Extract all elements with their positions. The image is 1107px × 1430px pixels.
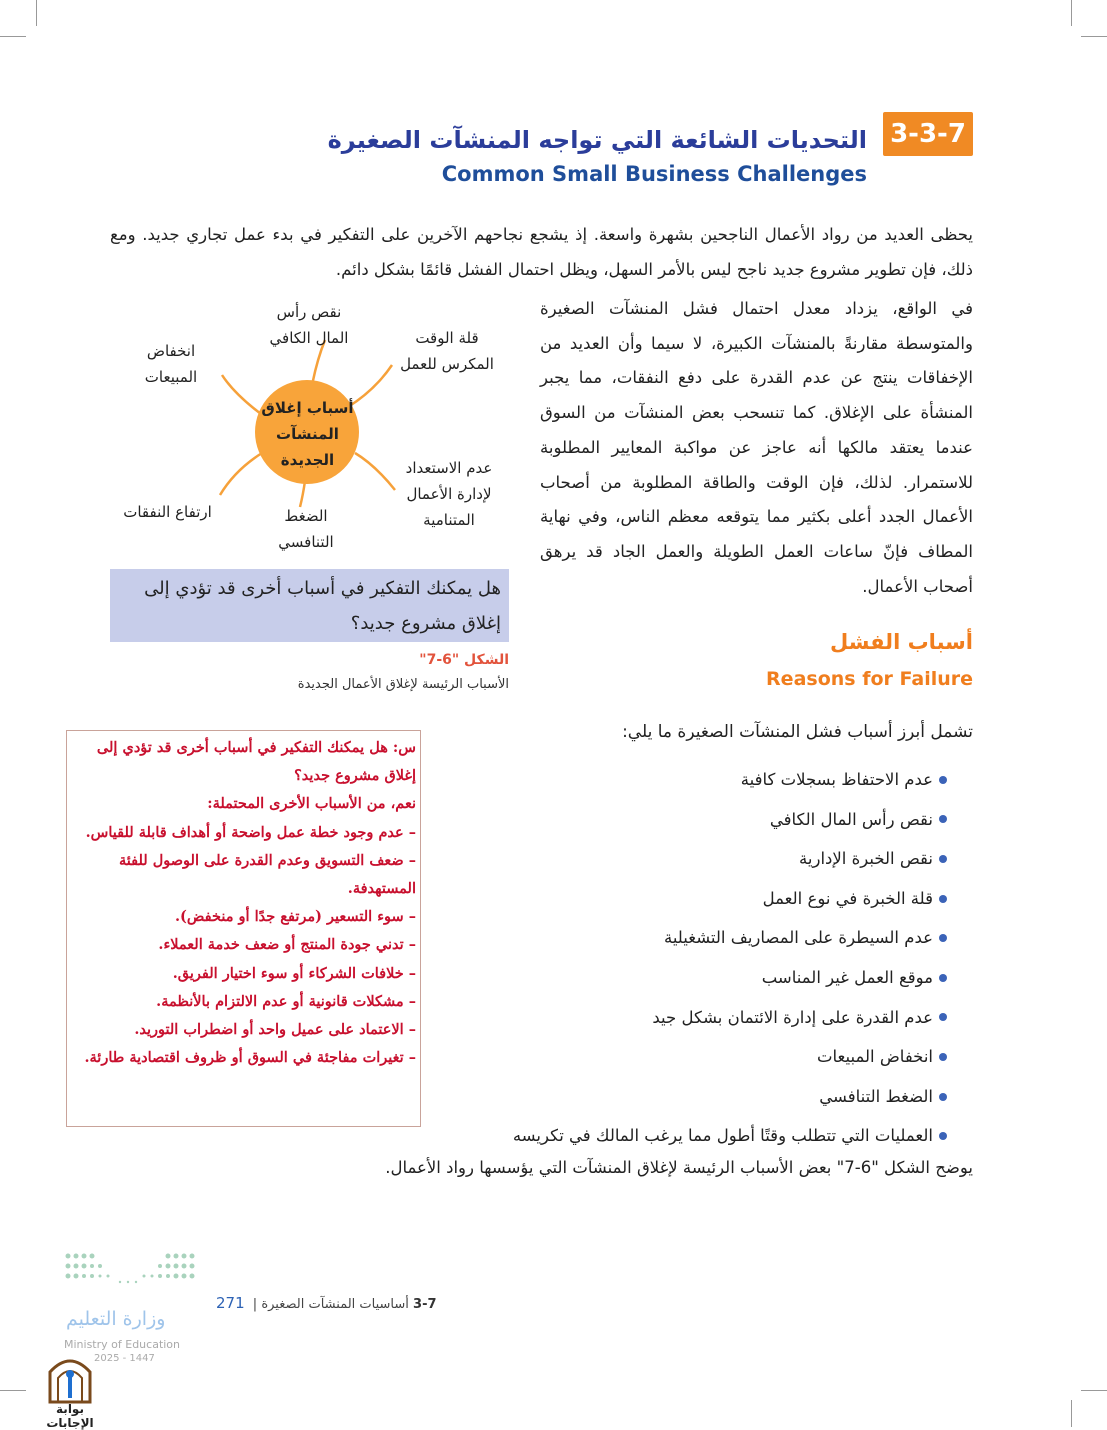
answer-item: – مشكلات قانونية أو عدم الالتزام بالأنظمة. — [156, 992, 416, 1010]
answer-item: – الاعتماد على عميل واحد أو اضطراب التوريد. — [134, 1021, 416, 1039]
crop-mark — [0, 36, 26, 37]
mind-branch-label: قلة الوقت المكرس للعمل — [400, 329, 494, 373]
mind-branch — [222, 375, 265, 417]
crop-mark — [1081, 1390, 1107, 1391]
right-paragraph: في الواقع، يزداد معدل احتمال فشل المنشآت الصغيرة والمتوسطة مقارنةً بالمنشآت الكبيرة، لا سيما وأن العديد من الإخفاقات ينتج عن عدم القدرة على دفع النفقات، مما يجبر المنشأة على الإغلاق. كما تنسحب بعض المنشآت من السوق عندما يعتقد مالكها أنه عاجز عن مواكبة المعايير المطلوبة للاستمرار. لذلك، فإن الوقت والطاقة المطلوبة من أصحاب الأعمال الجدد أعلى بكثير مما يتوقعه معظم الناس، وفي نهاية المطاف فإنّ ساعات العمل الطويلة والعمل الجاد قد يرهق أصحاب الأعمال. — [540, 299, 973, 596]
bullet-icon — [939, 974, 947, 982]
mind-branch — [220, 453, 262, 495]
bullet-icon — [939, 855, 947, 863]
answers-gate-logo — [34, 1350, 106, 1430]
answer-box — [66, 730, 421, 1127]
bullet-icon — [939, 776, 947, 784]
answer-intro: نعم، من الأسباب الأخرى المحتملة: — [207, 795, 416, 813]
list-item: انخفاض المبيعات — [513, 1037, 947, 1077]
section-title-ar: التحديات الشائعة التي تواجه المنشآت الصغيرة — [327, 126, 867, 154]
figure-summary: يوضح الشكل "6-7" بعض الأسباب الرئيسة لإغلاق المنشآت التي يؤسسها رواد الأعمال. — [385, 1158, 973, 1177]
chapter-title: أساسيات المنشآت الصغيرة — [261, 1297, 409, 1312]
crop-mark — [1071, 1400, 1072, 1427]
answer-item: – تغيرات مفاجئة في السوق أو ظروف اقتصادية طارئة. — [84, 1049, 416, 1067]
mind-map — [110, 295, 510, 555]
intro-paragraph: يحظى العديد من رواد الأعمال الناجحين بشهرة واسعة. إذ يشجع نجاحهم الآخرين على التفكير في بدء عمل تجاري جديد. ومع ذلك، فإن تطوير مشروع جديد ناجح ليس بالأمر السهل، ويظل احتمال الفشل قائمًا بشكل دائم. — [110, 225, 973, 279]
section-number-badge: 3-3-7 — [883, 112, 973, 156]
figure-caption: الأسباب الرئيسة لإغلاق الأعمال الجديدة — [297, 677, 509, 692]
page-footer — [212, 1294, 437, 1312]
ministry-name-ar: وزارة التعليم — [66, 1308, 166, 1330]
bullet-icon — [939, 815, 947, 823]
chapter-number: 3-7 — [413, 1297, 437, 1312]
question-box: هل يمكنك التفكير في أسباب أخرى قد تؤدي إلى إغلاق مشروع جديد؟ — [110, 569, 509, 642]
ministry-dots-icon — [64, 1250, 199, 1300]
reasons-heading-en: Reasons for Failure — [766, 668, 973, 690]
gate-icon — [34, 1350, 106, 1406]
reasons-heading-ar: أسباب الفشل — [829, 630, 973, 654]
ministry-name-en: Ministry of Education — [64, 1338, 181, 1351]
list-item: موقع العمل غير المناسب — [513, 958, 947, 998]
bullet-icon — [939, 1132, 947, 1140]
list-item: نقص رأس المال الكافي — [513, 800, 947, 840]
list-item: عدم القدرة على إدارة الائتمان بشكل جيد — [513, 998, 947, 1038]
mind-branch-label: الضغط التنافسي — [278, 507, 334, 551]
list-item: عدم الاحتفاظ بسجلات كافية — [513, 760, 947, 800]
bullet-icon — [939, 1093, 947, 1101]
reasons-list — [513, 760, 947, 1156]
section-title-en: Common Small Business Challenges — [441, 162, 867, 186]
list-item: عدم السيطرة على المصاريف التشغيلية — [513, 918, 947, 958]
mind-center-label: أسباب إغلاق المنشآت الجديدة — [261, 399, 354, 469]
answer-item: – ضعف التسويق وعدم القدرة على الوصول للفئة المستهدفة. — [118, 851, 416, 898]
mind-branch-label: نقص رأس المال الكافي — [269, 303, 349, 347]
bullet-icon — [939, 895, 947, 903]
site-label: بوابة الإجابات — [46, 1402, 94, 1430]
footer-divider: | — [252, 1297, 258, 1312]
page-number: 271 — [216, 1294, 245, 1312]
list-item: نقص الخبرة الإدارية — [513, 839, 947, 879]
crop-mark — [1071, 0, 1072, 26]
bullet-icon — [939, 1053, 947, 1061]
crop-mark — [0, 1390, 26, 1391]
reasons-intro: تشمل أبرز أسباب فشل المنشآت الصغيرة ما يلي: — [622, 722, 973, 742]
list-item: الضغط التنافسي — [513, 1077, 947, 1117]
list-item: العمليات التي تتطلب وقتًا أطول مما يرغب المالك في تكريسه — [513, 1116, 947, 1156]
mind-branch — [355, 453, 395, 490]
figure-number: الشكل "6-7" — [419, 652, 509, 668]
answer-item: – سوء التسعير (مرتفع جدًا أو منخفض). — [175, 908, 416, 926]
answer-item: – خلافات الشركاء أو سوء اختيار الفريق. — [172, 964, 416, 982]
crop-mark — [36, 0, 37, 26]
crop-mark — [1081, 36, 1107, 37]
bullet-icon — [939, 1013, 947, 1021]
ministry-year: 2025 - 1447 — [94, 1353, 155, 1364]
mind-branch-label: انخفاض المبيعات — [144, 342, 198, 386]
mind-branch-label: عدم الاستعداد لإدارة الأعمال المتنامية — [405, 459, 493, 529]
answer-item: – تدني جودة المنتج أو ضعف خدمة العملاء. — [158, 936, 416, 954]
answer-item: – عدم وجود خطة عمل واضحة أو أهداف قابلة للقياس. — [85, 823, 416, 841]
list-item: قلة الخبرة في نوع العمل — [513, 879, 947, 919]
bullet-icon — [939, 934, 947, 942]
answer-question: س: هل يمكنك التفكير في أسباب أخرى قد تؤدي إلى إغلاق مشروع جديد؟ — [96, 739, 416, 785]
mind-branch-label: ارتفاع النفقات — [123, 503, 212, 521]
